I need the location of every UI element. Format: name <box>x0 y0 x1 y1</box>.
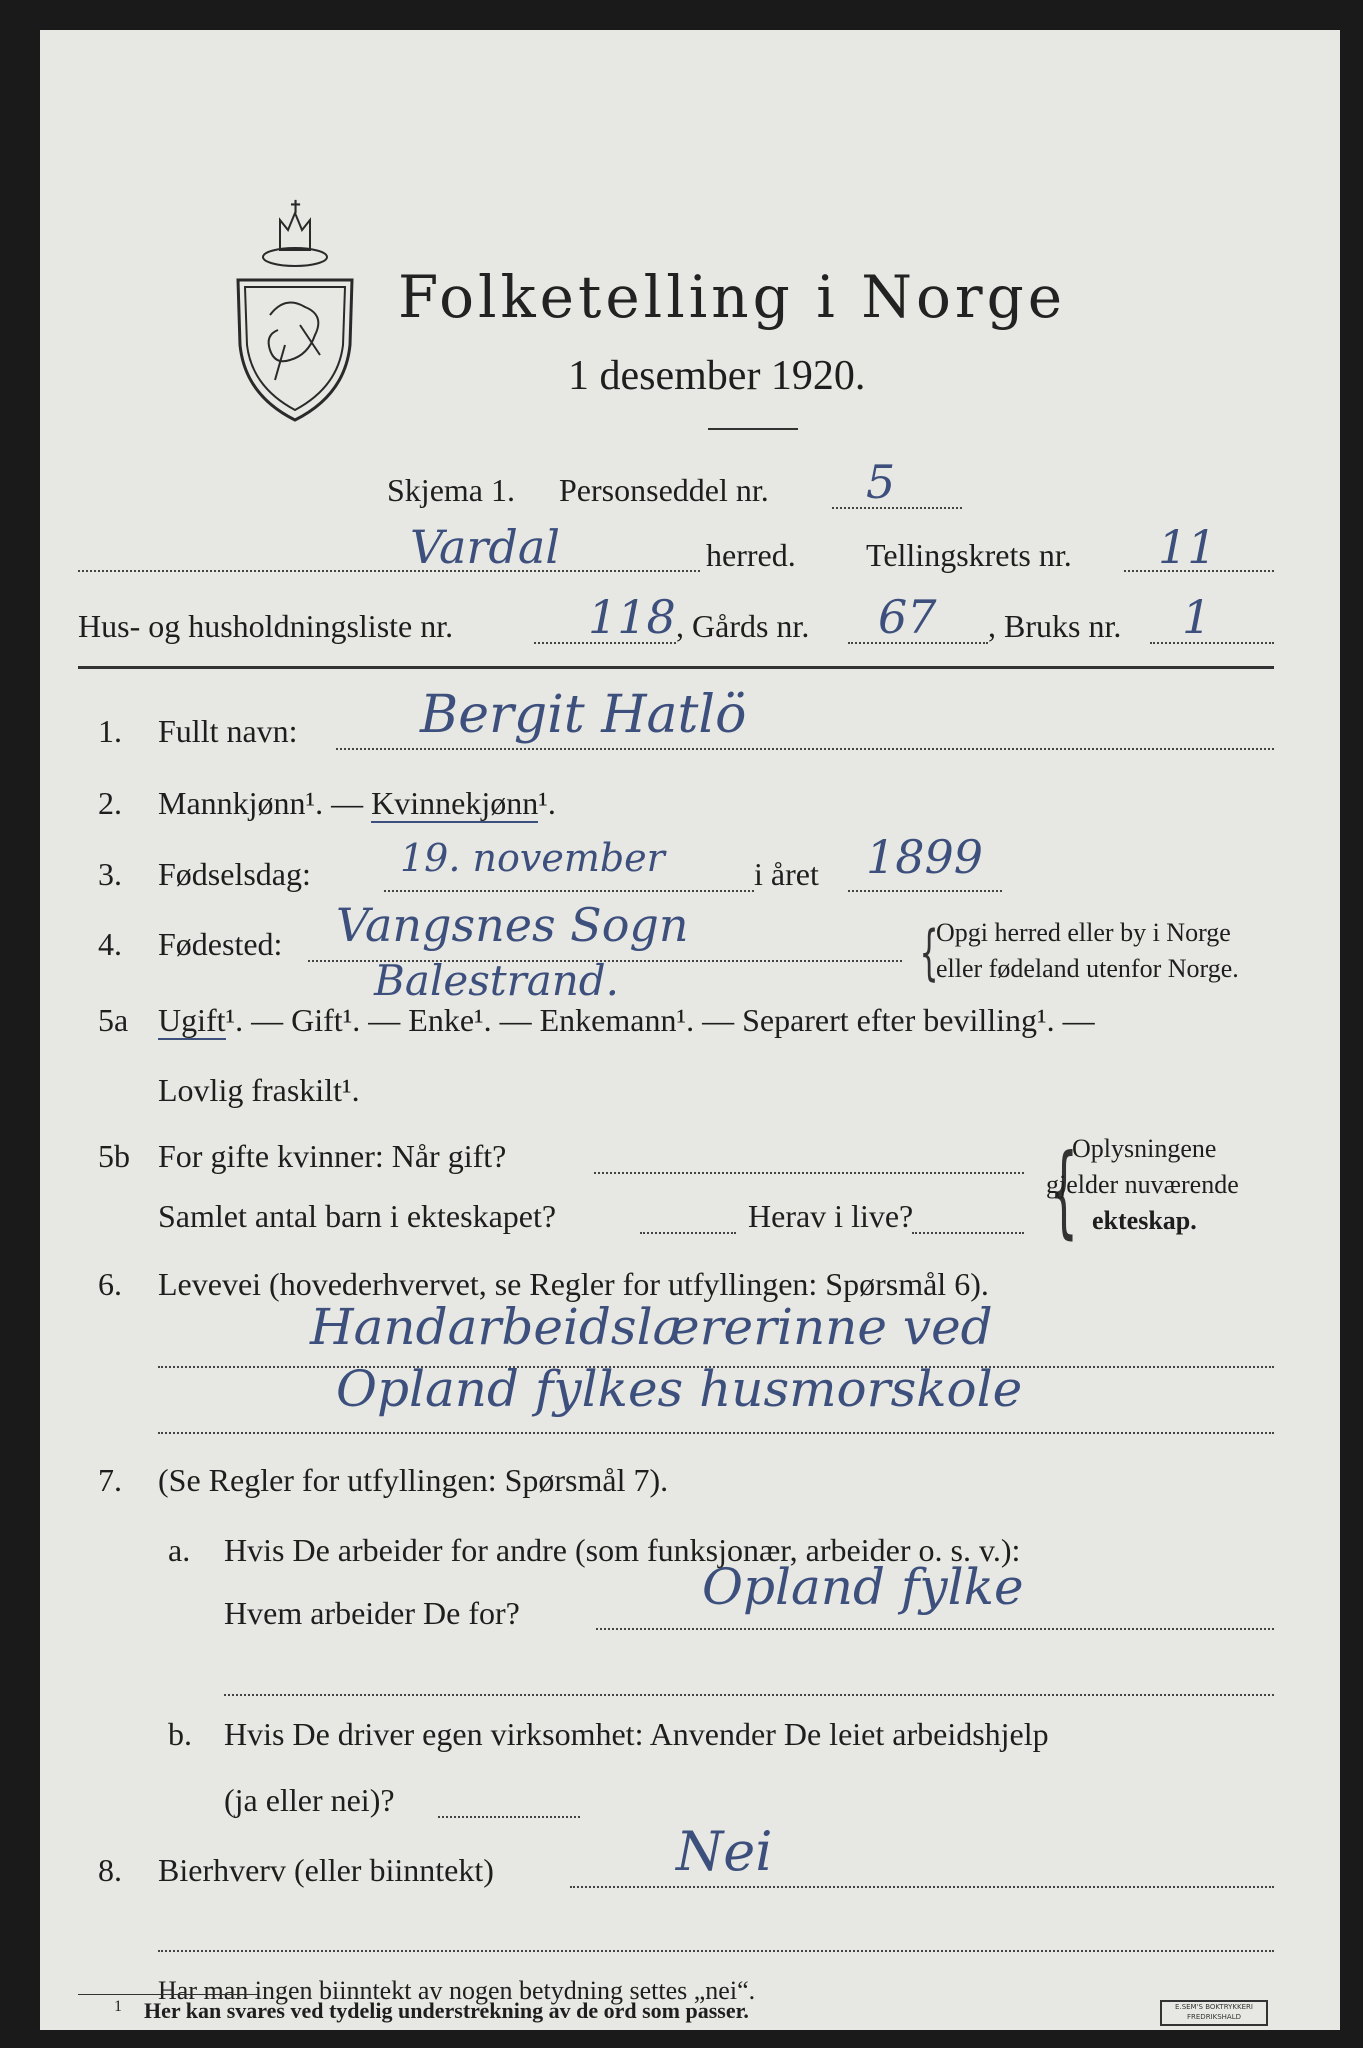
q7a-label-2: Hvem arbeider De for? <box>224 1595 520 1631</box>
female-option-mark: ¹. <box>538 785 556 821</box>
employer-value[interactable]: Opland fylke <box>702 1558 1024 1616</box>
q5b-line-3 <box>912 1232 1024 1234</box>
q5a-number: 5a <box>98 1002 129 1038</box>
herred-value[interactable]: Vardal <box>410 520 560 574</box>
q8-number: 8. <box>98 1852 122 1888</box>
q4-note-1: Opgi herred eller by i Norge <box>936 918 1231 947</box>
birthday-value[interactable]: 19. november <box>400 836 665 880</box>
q7a-label: Hvis De arbeider for andre (som funksjonær, arbeider o. s. v.): <box>224 1532 1021 1568</box>
q7b-line <box>438 1816 580 1818</box>
q5b-label-2: Samlet antal barn i ekteskapet? <box>158 1198 557 1234</box>
q5b-brace: { <box>1049 1132 1079 1249</box>
gards-label: , Gårds nr. <box>676 608 810 644</box>
schema-label: Skjema 1. <box>387 472 515 508</box>
q7b-number: b. <box>168 1716 192 1752</box>
q2-label <box>158 785 556 822</box>
herred-line <box>78 570 700 572</box>
q8-line <box>570 1886 1274 1888</box>
q5b-note-2: gjelder nuværende <box>1046 1170 1239 1199</box>
q3-year-line <box>848 890 1002 892</box>
q4-label: Fødested: <box>158 926 283 962</box>
q5b-label-1: For gifte kvinner: Når gift? <box>158 1138 507 1174</box>
herred-label: herred. <box>706 537 796 573</box>
printer-stamp <box>1160 2000 1268 2026</box>
q5a-line2[interactable]: Lovlig fraskilt¹. <box>158 1072 360 1108</box>
q6-number: 6. <box>98 1266 122 1302</box>
tellingskrets-label: Tellingskrets nr. <box>866 537 1072 573</box>
q5b-note-1: Oplysningene <box>1072 1134 1217 1163</box>
q7a-line-2 <box>224 1694 1274 1696</box>
occupation-value-2[interactable]: Opland fylkes husmorskole <box>336 1360 1023 1418</box>
q5b-number: 5b <box>98 1138 130 1174</box>
bruks-line <box>1150 642 1274 644</box>
q2-number: 2. <box>98 785 122 821</box>
q7a-number: a. <box>168 1532 191 1568</box>
q1-line <box>336 748 1274 750</box>
q8-line-2 <box>158 1950 1274 1952</box>
female-option[interactable]: Kvinnekjønn <box>371 785 539 821</box>
personseddel-value[interactable]: 5 <box>866 455 896 509</box>
q5b-label-3: Herav i live? <box>748 1198 914 1234</box>
unmarried-option[interactable]: Ugift <box>158 1002 226 1038</box>
q4-number: 4. <box>98 926 122 962</box>
q4-note-2: eller fødeland utenfor Norge. <box>936 954 1239 983</box>
birth-year-value[interactable]: 1899 <box>866 830 984 884</box>
q4-brace: { <box>919 918 939 988</box>
side-income-value[interactable]: Nei <box>676 1820 773 1883</box>
q3-number: 3. <box>98 856 122 892</box>
form-title: Folketelling i Norge <box>398 263 1067 331</box>
q6-line-2 <box>158 1432 1274 1434</box>
q5b-line-1 <box>594 1172 1024 1174</box>
q7-number: 7. <box>98 1462 122 1498</box>
census-date: 1 desember 1920. <box>568 353 866 399</box>
header-rule <box>78 666 1274 669</box>
q1-number: 1. <box>98 713 122 749</box>
census-form <box>40 30 1340 2030</box>
gards-value[interactable]: 67 <box>878 590 937 644</box>
full-name-value[interactable]: Bergit Hatlö <box>420 685 747 745</box>
q3-year-label: i året <box>754 856 819 892</box>
q1-label: Fullt navn: <box>158 713 298 749</box>
personseddel-line <box>832 507 962 509</box>
hus-value[interactable]: 118 <box>588 590 676 644</box>
tellingskrets-value[interactable]: 11 <box>1158 520 1217 574</box>
q3-label: Fødselsdag: <box>158 856 311 892</box>
male-option[interactable]: Mannkjønn¹. — <box>158 785 372 821</box>
footnote-mark: 1 <box>114 1998 122 2015</box>
birthplace-value-2[interactable]: Balestrand. <box>374 956 620 1005</box>
coat-of-arms-icon <box>230 195 360 425</box>
footnote-rule <box>78 1994 258 1995</box>
q7b-label-2: (ja eller nei)? <box>224 1782 395 1818</box>
q8-label: Bierhverv (eller biinntekt) <box>158 1852 494 1888</box>
title-divider <box>708 428 798 430</box>
printer-text: E.SEM'S BOKTRYKKERI FREDRIKSHALD <box>1175 2003 1253 2021</box>
personseddel-label: Personseddel nr. <box>559 472 769 508</box>
bruks-value[interactable]: 1 <box>1182 590 1212 644</box>
q6-label: Levevei (hovederhvervet, se Regler for utfyllingen: Spørsmål 6). <box>158 1266 989 1302</box>
birthplace-value[interactable]: Vangsnes Sogn <box>336 898 689 952</box>
q5b-line-2 <box>640 1232 736 1234</box>
footnote-text: Her kan svares ved tydelig understrekning av de ord som passer. <box>144 1998 749 2023</box>
marital-options[interactable]: ¹. — Gift¹. — Enke¹. — Enkemann¹. — Separert efter bevilling¹. — <box>225 1002 1095 1038</box>
bruks-label: , Bruks nr. <box>988 608 1122 644</box>
coat-of-arms-crown-cross: ✝ <box>288 197 304 218</box>
q5a-label <box>158 1002 1095 1039</box>
hus-label: Hus- og husholdningsliste nr. <box>78 608 454 644</box>
q7-label: (Se Regler for utfyllingen: Spørsmål 7). <box>158 1462 669 1498</box>
q3-line <box>384 890 754 892</box>
footer-note: Har man ingen biinntekt av nogen betydning settes „nei“. <box>158 1976 756 2005</box>
q7b-label: Hvis De driver egen virksomhet: Anvender De leiet arbeidshjelp <box>224 1716 1049 1752</box>
occupation-value-1[interactable]: Handarbeidslærerinne ved <box>310 1298 993 1356</box>
q7a-line <box>596 1628 1274 1630</box>
q5b-note-3: ekteskap. <box>1092 1206 1197 1235</box>
